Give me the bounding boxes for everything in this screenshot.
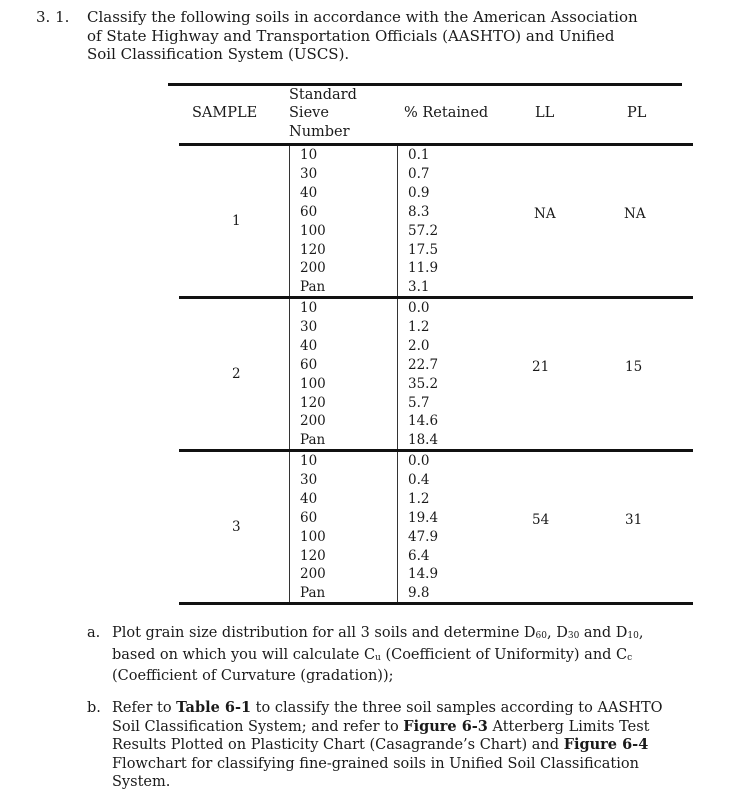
sieve-number-cell: Pan	[300, 585, 326, 602]
retained-cell: 5.7	[408, 394, 430, 411]
sieve-number-cell: 60	[300, 509, 318, 526]
sieve-number-cell: 30	[300, 165, 318, 182]
sieve-number-cell: 100	[300, 528, 326, 545]
retained-cell: 17.5	[408, 241, 439, 258]
sieve-number-cell: 10	[300, 147, 318, 163]
header-sieve-line-1: Standard	[289, 87, 357, 103]
sieve-column-line	[289, 299, 290, 449]
sample-id-cell: 3	[232, 519, 241, 536]
retained-cell: 0.0	[408, 300, 430, 316]
retained-cell: 14.6	[408, 413, 439, 430]
retained-column-line	[397, 146, 398, 296]
ll-cell: 21	[532, 358, 550, 375]
pl-cell: 15	[625, 358, 643, 375]
sieve-number-cell: 60	[300, 203, 318, 220]
table-top-rule	[168, 83, 682, 86]
pl-cell: NA	[624, 205, 646, 222]
sieve-number-cell: 120	[300, 241, 326, 258]
sieve-number-cell: 200	[300, 260, 326, 277]
pl-cell: 31	[625, 511, 643, 528]
retained-cell: 8.3	[408, 203, 430, 220]
sieve-number-cell: 120	[300, 394, 326, 411]
sieve-number-cell: 40	[300, 490, 318, 507]
retained-cell: 22.7	[408, 356, 439, 373]
retained-cell: 19.4	[408, 509, 439, 526]
retained-cell: 0.4	[408, 471, 430, 488]
sieve-number-cell: 120	[300, 547, 326, 564]
sieve-number-cell: 10	[300, 300, 318, 316]
part-a-text: Plot grain size distribution for all 3 soils and determine $D_{60}$, $D_{30}$ and $D_{10}$, based on which you will calculate $C_u$ (Coefficient of Uniformity) and $C_c$ (Coefficient of Curvature (gradation));	[112, 625, 644, 684]
sieve-number-cell: 30	[300, 471, 318, 488]
sieve-number-cell: 100	[300, 222, 326, 239]
sieve-number-cell: Pan	[300, 279, 326, 296]
retained-cell: 0.1	[408, 147, 430, 163]
retained-cell: 18.4	[408, 432, 439, 449]
retained-cell: 35.2	[408, 375, 439, 392]
ll-cell: 54	[532, 511, 550, 528]
sieve-number-cell: 40	[300, 184, 318, 201]
retained-cell: 47.9	[408, 528, 439, 545]
sieve-number-cell: 60	[300, 356, 318, 373]
retained-column-line	[397, 452, 398, 602]
sieve-column-line	[289, 452, 290, 602]
retained-column-line	[397, 299, 398, 449]
header-retained: % Retained	[404, 105, 489, 121]
table-bottom-rule	[179, 602, 693, 605]
retained-cell: 0.9	[408, 184, 430, 201]
header-ll: LL	[535, 105, 555, 121]
sieve-number-cell: 30	[300, 318, 318, 335]
retained-cell: 0.0	[408, 453, 430, 469]
header-sieve-line-2: Sieve	[289, 105, 329, 121]
sieve-number-cell: 100	[300, 375, 326, 392]
ll-cell: NA	[534, 205, 556, 222]
sieve-number-cell: 10	[300, 453, 318, 469]
retained-cell: 6.4	[408, 547, 430, 564]
retained-cell: 0.7	[408, 165, 430, 182]
retained-cell: 3.1	[408, 279, 430, 296]
retained-cell: 57.2	[408, 222, 439, 239]
retained-cell: 1.2	[408, 318, 430, 335]
part-a-label: a.	[87, 625, 101, 641]
header-pl: PL	[627, 105, 647, 121]
retained-cell: 2.0	[408, 337, 430, 354]
retained-cell: 11.9	[408, 260, 439, 277]
sieve-number-cell: 200	[300, 566, 326, 583]
sieve-number-cell: 40	[300, 337, 318, 354]
retained-cell: 9.8	[408, 585, 430, 602]
sieve-number-cell: 200	[300, 413, 326, 430]
problem-statement: Classify the following soils in accordance with the American Association of State Highway and Transportation Officials (AASHTO) and Unified Soil Classification System (USCS).	[87, 8, 638, 63]
problem-number: 3. 1.	[36, 8, 70, 26]
sample-id-cell: 1	[232, 213, 241, 230]
retained-cell: 1.2	[408, 490, 430, 507]
sieve-column-line	[289, 146, 290, 296]
header-sieve-line-3: Number	[289, 124, 350, 140]
retained-cell: 14.9	[408, 566, 439, 583]
header-sample: SAMPLE	[192, 105, 258, 121]
part-b-text: Refer to Table 6-1 to classify the three soil samples according to AASHTO Soil Classification System; and refer to Figure 6-3 Atterberg Limits Test Results Plotted on Plasticity Chart (Casagrande’s Chart) and Figure 6-4 Flowchart for classifying fine-grained soils in Unified Soil Classification System.	[112, 699, 663, 790]
sample-id-cell: 2	[232, 366, 241, 383]
part-b-label: b.	[87, 700, 101, 716]
sieve-number-cell: Pan	[300, 432, 326, 449]
